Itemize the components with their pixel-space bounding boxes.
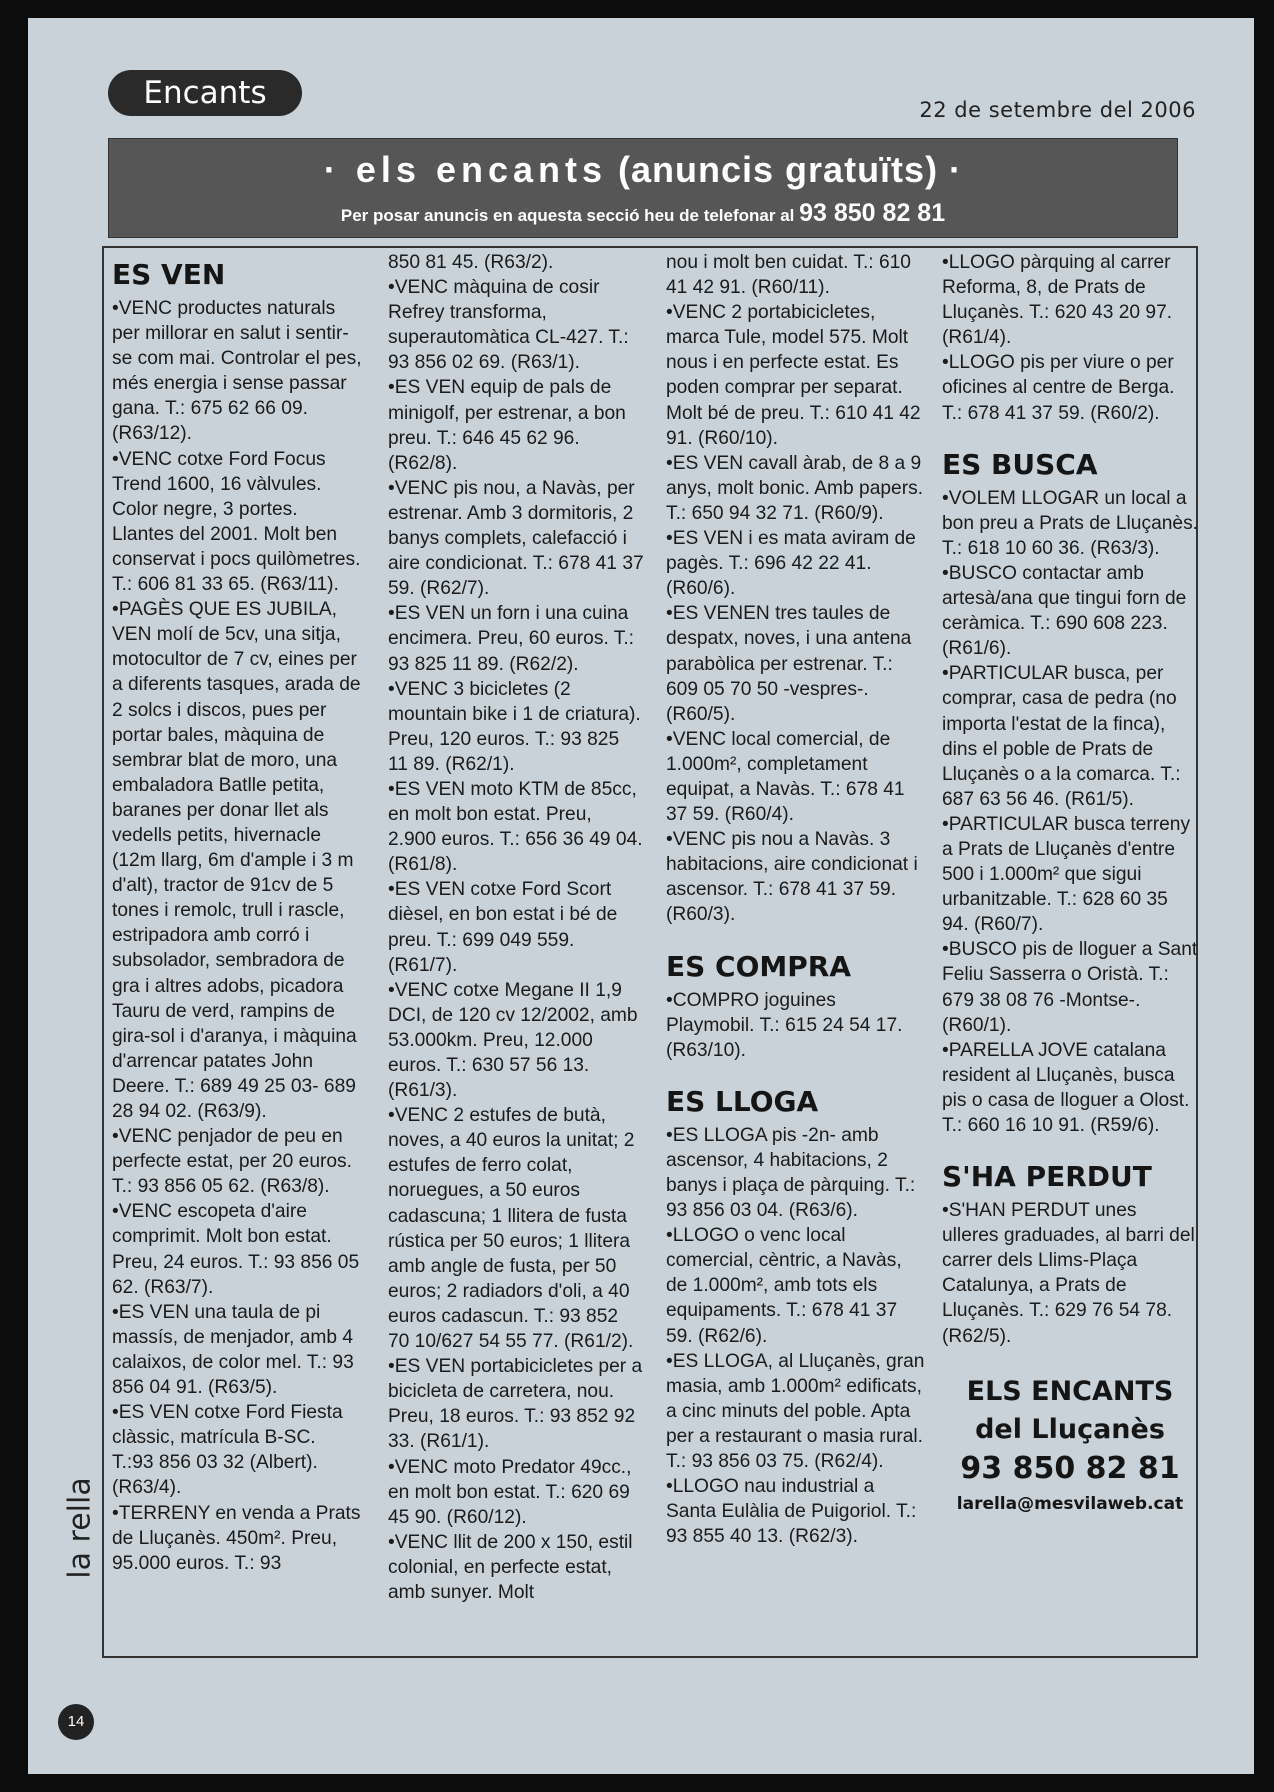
ad-item: •VENC local comercial, de 1.000m², completament equipat, a Navàs. T.: 678 41 37 59. (R60/4). [666, 728, 905, 826]
ad-item: •VENC productes naturals per millorar en salut i sentir-se com mai. Controlar el pes, més energia i sense passar gana. T.: 675 62 66 09. (R63/12). [112, 298, 362, 445]
contact-subtitle: del Lluçanès [975, 1413, 1165, 1445]
ad-item: •PARTICULAR busca, per comprar, casa de pedra (no importa l'estat de la finca), dins el poble de Prats de Lluçanès o a la comarca. T.: 687 63 56 46. (R61/5). [942, 663, 1181, 810]
ad-item: •ES VEN cotxe Ford Scort dièsel, en bon estat i bé de preu. T.: 699 049 559. (R61/7). [388, 879, 618, 976]
ad-item: •VENC moto Predator 49cc., en molt bon estat. T.: 620 69 45 90. (R60/12). [388, 1456, 632, 1528]
ad-item: •VENC pis nou, a Navàs, per estrenar. Amb 3 dormitoris, 2 banys complets, calefacció i aire condicionat. T.: 678 41 37 59. (R62/7). [388, 477, 644, 600]
ad-item: •VENC pis nou a Navàs. 3 habitacions, aire condicionat i ascensor. T.: 678 41 37 59. (R60/3). [666, 829, 918, 926]
section-banner [108, 138, 1178, 238]
ad-item: •ES VEN portabicicletes per a bicicleta de carretera, nou. Preu, 18 euros. T.: 93 852 92 33. (R61/1). [388, 1356, 643, 1453]
heading-sha-perdut: S'HA PERDUT [942, 1160, 1152, 1194]
ad-item: •LLOGO pis per viure o per oficines al centre de Berga. T.: 678 41 37 59. (R60/2). [942, 352, 1175, 424]
ads-es-busca [942, 486, 1198, 1138]
classifieds-box [102, 246, 1198, 1658]
ad-item: •BUSCO pis de lloguer a Sant Feliu Sasserra o Oristà. T.: 679 38 08 76 -Montse-. (R60/1). [942, 939, 1198, 1036]
ad-item: •ES VEN i es mata aviram de pagès. T.: 696 42 22 41. (R60/6). [666, 528, 916, 600]
column-3 [666, 250, 926, 1549]
column-4 [942, 250, 1198, 1519]
banner-title-lead: · els encants [323, 149, 608, 190]
contact-email[interactable]: larella@mesvilaweb.cat [956, 1493, 1184, 1514]
page-number: 14 [58, 1704, 94, 1740]
ad-item: •ES VEN equip de pals de minigolf, per estrenar, a bon preu. T.: 646 45 62 96. (R62/8). [388, 377, 626, 474]
magazine-side-label [52, 1448, 108, 1608]
ads-es-lloga-cont [942, 250, 1198, 426]
ad-item: •S'HAN PERDUT unes ulleres graduades, al barri del carrer dels Llims-Plaça Catalunya, a Prats de Lluçanès. T.: 629 76 54 78. (R62/5). [942, 1200, 1195, 1347]
contact-box [942, 1373, 1198, 1519]
magazine-name: la rella [62, 1477, 98, 1579]
heading-es-compra: ES COMPRA [666, 949, 852, 983]
ad-item: •VENC 2 estufes de butà, noves, a 40 euros la unitat; 2 estufes de ferro colat, noruegues, a 50 euros cadascuna; 1 llitera de fusta rústica per 50 euros; 1 llitera amb angle de fusta, per 50 euros; 2 radiadors d'oli, a 40 euros cadascun. T.: 93 852 70 10/627 54 55 77. (R61/2). [388, 1105, 635, 1353]
heading-es-ven: ES VEN [112, 258, 226, 291]
ad-item: •COMPRO joguines Playmobil. T.: 615 24 54 17. (R63/10). [666, 989, 903, 1061]
magazine-page [28, 18, 1254, 1774]
contact-title: ELS ENCANTS [966, 1375, 1174, 1407]
ad-item: •VENC 3 bicicletes (2 mountain bike i 1 de criatura). Preu, 120 euros. T.: 93 825 11 89. (R62/1). [388, 678, 641, 775]
ad-item: nou i molt ben cuidat. T.: 610 41 42 91. (R60/11). [666, 252, 911, 299]
banner-phone: 93 850 82 81 [799, 199, 946, 227]
ad-item: •ES LLOGA pis -2n- amb ascensor, 4 habitacions, 2 banys i plaça de pàrquing. T.: 93 856 03 04. (R63/6). [666, 1124, 916, 1222]
banner-subtitle [109, 199, 1177, 228]
column-2 [388, 250, 644, 1605]
ad-item: •VENC 2 portabicicletes, marca Tule, model 575. Molt nous i en perfecte estat. Es poden comprar per separat. Molt bé de preu. T.: 610 41 42 91. (R60/10). [666, 302, 921, 449]
ad-item: •LLOGO nau industrial a Santa Eulàlia de Puigoriol. T.: 93 855 40 13. (R62/3). [666, 1476, 917, 1548]
ad-item: •PAGÈS QUE ES JUBILA, VEN molí de 5cv, una sitja, motocultor de 7 cv, eines per a diferents tasques, arada de 2 solcs i discos, pues per portar bales, màquina de sembrar blat de moro, una embaladora Batlle petita, baranes per donar llet als vedells petits, hivernacle (12m llarg, 6m d'ample i 3 m d'alt), tractor de 91cv de 5 tones i remolc, trull i rascle, estripadora amb corró i subsolador, sembradora de gra i altres adobs, picadora Tauru de verd, rampins de gira-sol i d'aranya, i màquina d'arrencar patates John Deere. T.: 689 49 25 03- 689 28 94 02. (R63/9). [112, 599, 361, 1122]
ad-item: •PARELLA JOVE catalana resident al Lluçanès, busca pis o casa de lloguer a Olost. T.: 660 16 10 91. (R59/6). [942, 1039, 1190, 1136]
ad-item: 850 81 45. (R63/2). [388, 252, 554, 273]
ad-item: •VENC màquina de cosir Refrey transforma, superautomàtica CL-427. T.: 93 856 02 69. (R63/1). [388, 277, 629, 374]
ad-item: •ES VEN moto KTM de 85cc, en molt bon estat. Preu, 2.900 euros. T.: 656 36 49 04. (R61/8). [388, 778, 643, 876]
ad-item: •PARTICULAR busca terreny a Prats de Lluçanès d'entre 500 i 1.000m² que sigui urbanitzable. T.: 628 60 35 94. (R60/7). [942, 813, 1191, 936]
ad-item: •ES VEN un forn i una cuina encimera. Preu, 60 euros. T.: 93 825 11 89. (R62/2). [388, 603, 635, 675]
ad-item: •VENC escopeta d'aire comprimit. Molt bon estat. Preu, 24 euros. T.: 93 856 05 62. (R63/7). [112, 1201, 360, 1298]
ad-item: •VENC penjador de peu en perfecte estat, per 20 euros. T.: 93 856 05 62. (R63/8). [112, 1126, 352, 1198]
issue-date: 22 de setembre del 2006 [919, 98, 1196, 122]
ad-item: •TERRENY en venda a Prats de Lluçanès. 450m². Preu, 95.000 euros. T.: 93 [112, 1502, 361, 1574]
ad-item: •ES VEN una taula de pi massís, de menjador, amb 4 calaixos, de color mel. T.: 93 856 04 91. (R63/5). [112, 1301, 354, 1399]
ads-es-lloga [666, 1123, 926, 1550]
ad-item: •VENC cotxe Ford Focus Trend 1600, 16 vàlvules. Color negre, 3 portes. Llantes del 2001. Molt ben conservat i pocs quilòmetres. T.: 606 81 33 65. (R63/11). [112, 448, 361, 596]
banner-subtitle-text: Per posar anuncis en aquesta secció heu de telefonar al [340, 206, 795, 225]
ads-es-ven-cont [388, 250, 644, 1605]
contact-phone: 93 850 82 81 [960, 1450, 1180, 1486]
column-1 [112, 258, 362, 1576]
section-tab: Encants [108, 70, 302, 116]
ads-sha-perdut [942, 1198, 1198, 1349]
ad-item: •LLOGO pàrquing al carrer Reforma, 8, de Prats de Lluçanès. T.: 620 43 20 97. (R61/4). [942, 252, 1173, 349]
heading-es-busca: ES BUSCA [942, 447, 1098, 481]
ad-item: •ES LLOGA, al Lluçanès, gran masia, amb 1.000m² edificats, a cinc minuts del poble. Apta per a restaurant o masia rural. T.: 93 856 03 75. (R62/4). [666, 1350, 925, 1473]
ads-es-compra [666, 988, 926, 1063]
ads-es-ven [112, 296, 362, 1576]
banner-title [109, 149, 1177, 191]
ads-es-ven-cont-2 [666, 250, 926, 928]
ad-item: •ES VENEN tres taules de despatx, noves, i una antena parabòlica per estrenar. T.: 609 05 70 50 -vespres-. (R60/5). [666, 603, 912, 725]
ad-item: •ES VEN cotxe Ford Fiesta clàssic, matrícula B-SC. T.:93 856 03 32 (Albert). (R63/4). [112, 1402, 343, 1499]
heading-es-lloga: ES LLOGA [666, 1084, 819, 1118]
ad-item: •VOLEM LLOGAR un local a bon preu a Prats de Lluçanès. T.: 618 10 60 36. (R63/3). [942, 487, 1199, 559]
ad-item: •VENC llit de 200 x 150, estil colonial, en perfecte estat, amb sunyer. Molt [388, 1531, 633, 1603]
banner-title-rest: (anuncis gratuïts) · [618, 149, 963, 190]
ad-item: •BUSCO contactar amb artesà/ana que tingui forn de ceràmica. T.: 690 608 223. (R61/6). [942, 562, 1187, 660]
ad-item: •VENC cotxe Megane II 1,9 DCI, de 120 cv 12/2002, amb 53.000km. Preu, 12.000 euros. T.: 630 57 56 13. (R61/3). [388, 979, 638, 1102]
ad-item: •ES VEN cavall àrab, de 8 a 9 anys, molt bonic. Amb papers. T.: 650 94 32 71. (R60/9). [666, 452, 924, 524]
ad-item: •LLOGO o venc local comercial, cèntric, a Navàs, de 1.000m², amb tots els equipaments. T.: 678 41 37 59. (R62/6). [666, 1225, 902, 1347]
